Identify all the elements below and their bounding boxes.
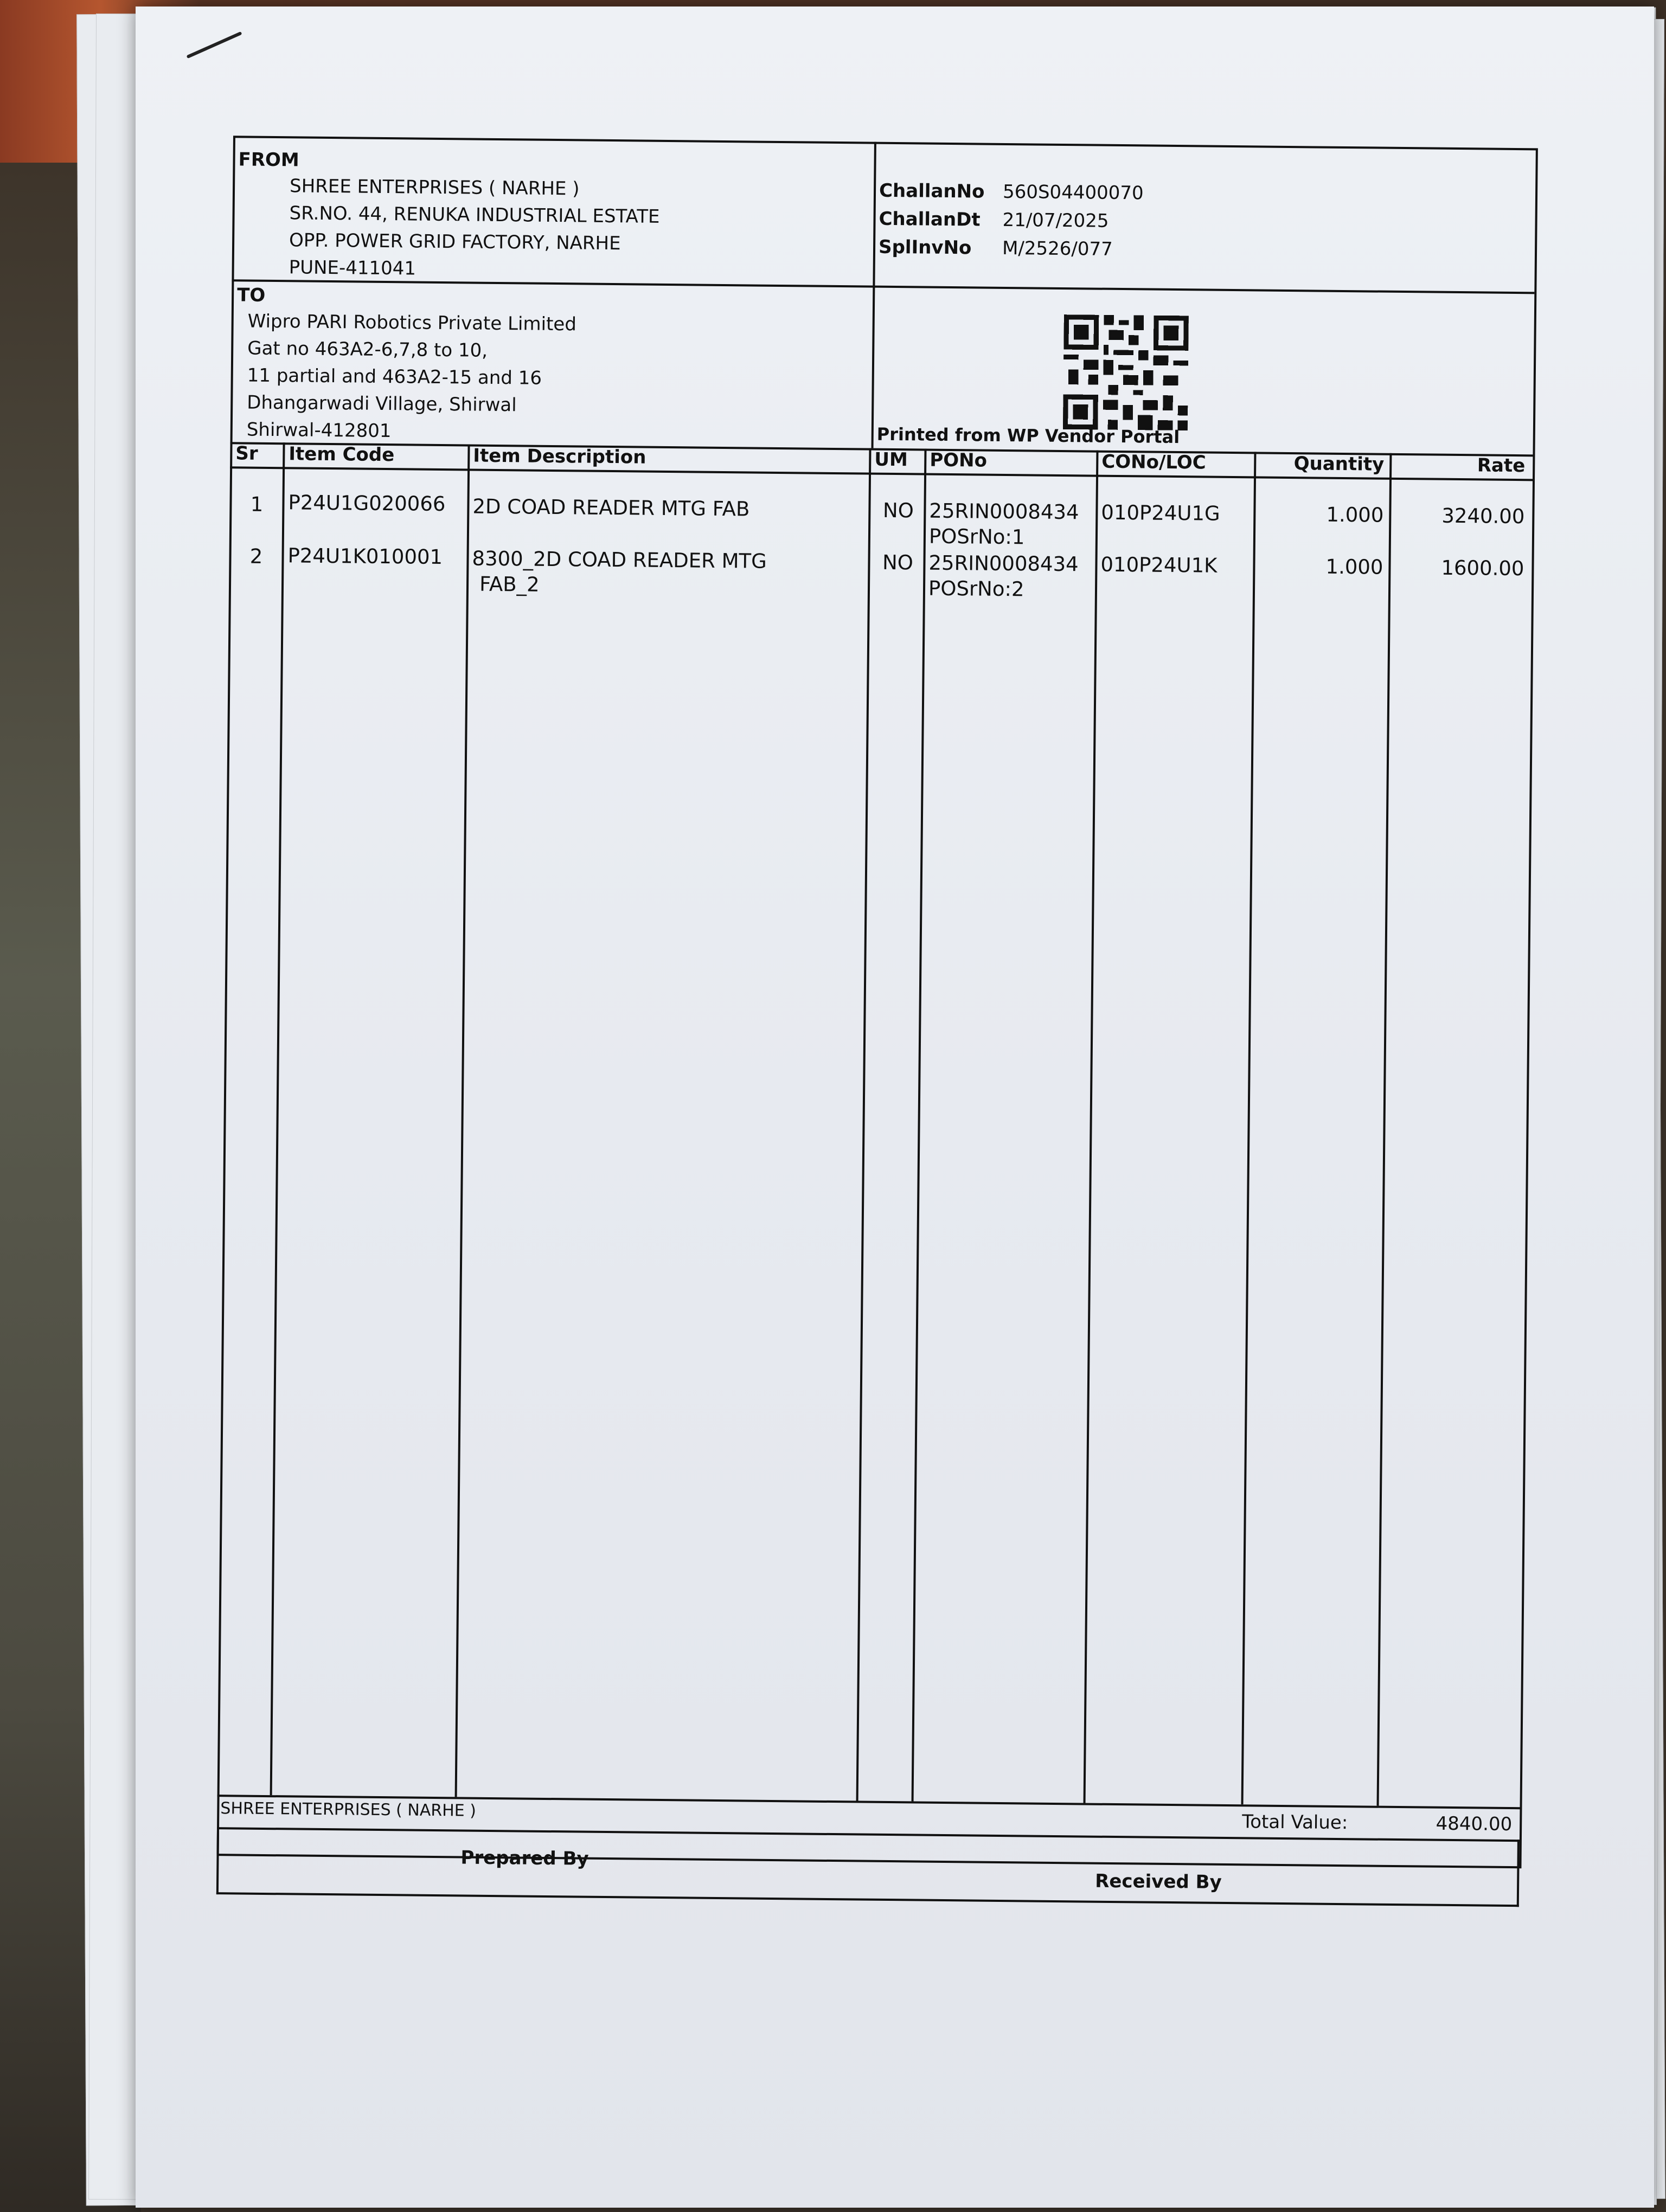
footer-company: SHREE ENTERPRISES ( NARHE ) [220, 1799, 477, 1821]
challan-date-label: ChallanDt [879, 208, 981, 231]
header-rate: Rate [1477, 454, 1526, 477]
qr-code [1063, 314, 1189, 430]
from-line: SHREE ENTERPRISES ( NARHE ) [289, 175, 580, 200]
spl-inv-label: SplInvNo [878, 236, 972, 259]
from-label: FROM [238, 149, 299, 171]
header-item-description: Item Description [473, 445, 646, 468]
header-quantity: Quantity [1293, 453, 1385, 475]
signature-divider [216, 1892, 1519, 1907]
row-2-description-cont: FAB_2 [479, 572, 540, 596]
challan-no-label: ChallanNo [879, 179, 985, 203]
to-line: 11 partial and 463A2-15 and 16 [247, 364, 542, 389]
to-line: Wipro PARI Robotics Private Limited [247, 310, 577, 336]
row-2-po-serial: POSrNo:2 [928, 576, 1024, 601]
total-value-label: Total Value: [1242, 1811, 1348, 1834]
to-line: Dhangarwadi Village, Shirwal [247, 391, 517, 416]
from-line: PUNE-411041 [289, 256, 416, 280]
row-1-quantity: 1.000 [1326, 503, 1384, 527]
signature-box-left [216, 1827, 219, 1894]
header-cono-loc: CONo/LOC [1101, 451, 1206, 474]
row-2-cono: 010P24U1K [1100, 552, 1218, 577]
to-line: Shirwal-412801 [246, 419, 392, 442]
from-line: SR.NO. 44, RENUKA INDUSTRIAL ESTATE [289, 202, 660, 228]
delivery-challan [200, 136, 1540, 1943]
prepared-by-label: Prepared By [460, 1847, 589, 1870]
total-value: 4840.00 [1436, 1812, 1513, 1836]
row-2-sr: 2 [249, 544, 263, 568]
header-item-code: Item Code [289, 443, 395, 466]
received-by-label: Received By [1094, 1870, 1222, 1893]
row-2-description: 8300_2D COAD READER MTG [472, 546, 767, 573]
signature-box-right [1517, 1840, 1520, 1907]
header-pono: PONo [930, 449, 988, 472]
portal-note: Printed from WP Vendor Portal [876, 423, 1180, 448]
header-sr: Sr [235, 442, 258, 465]
row-2-quantity: 1.000 [1325, 555, 1383, 579]
from-line: OPP. POWER GRID FACTORY, NARHE [289, 229, 621, 255]
row-1-item-code: P24U1G020066 [288, 491, 446, 516]
header-um: UM [874, 448, 908, 471]
to-line: Gat no 463A2-6,7,8 to 10, [247, 337, 488, 362]
row-1-cono: 010P24U1G [1101, 500, 1220, 525]
row-1-sr: 1 [250, 492, 264, 516]
row-1-description: 2D COAD READER MTG FAB [472, 494, 750, 521]
row-2-um: NO [882, 550, 914, 575]
spl-inv-value: M/2526/077 [1002, 237, 1113, 260]
row-1-um: NO [882, 498, 914, 523]
row-1-rate: 3240.00 [1441, 504, 1525, 529]
row-2-po-number: 25RIN0008434 [928, 551, 1079, 576]
row-2-item-code: P24U1K010001 [287, 544, 443, 569]
row-1-po-number: 25RIN0008434 [929, 499, 1079, 524]
to-label: TO [236, 284, 266, 306]
row-2-rate: 1600.00 [1441, 556, 1524, 581]
challan-date-value: 21/07/2025 [1002, 209, 1109, 232]
row-1-po-serial: POSrNo:1 [928, 524, 1025, 549]
challan-no-value: 560S04400070 [1002, 181, 1144, 204]
